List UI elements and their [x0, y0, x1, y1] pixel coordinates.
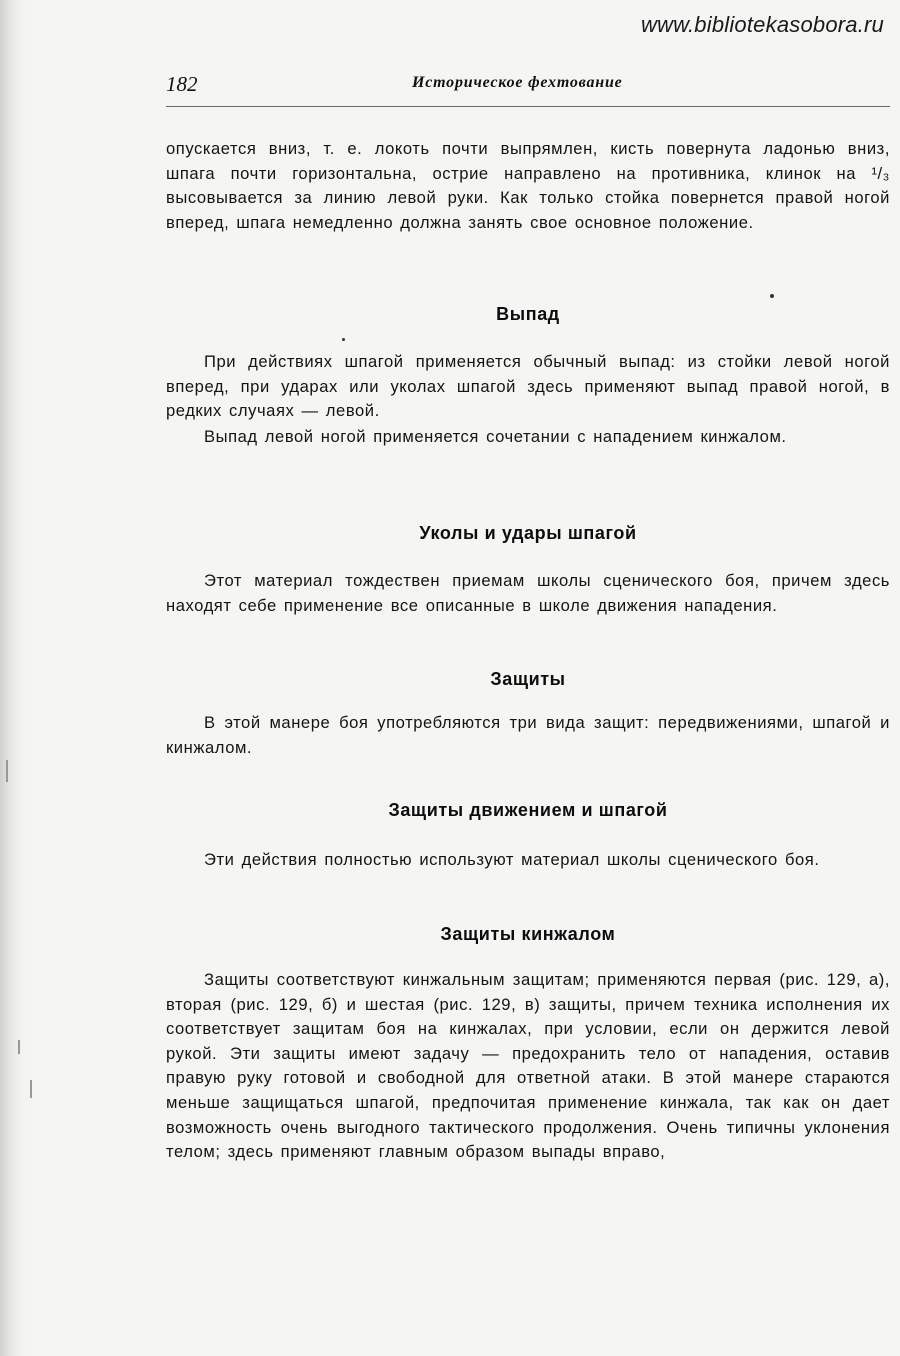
page-edge-shadow — [0, 0, 34, 1356]
scan-speck — [342, 338, 345, 341]
scan-speck — [770, 294, 774, 298]
section-dagger-text — [166, 968, 890, 1165]
section-heading-thrusts: Уколы и удары шпагой — [419, 523, 637, 543]
scan-margin-mark — [6, 760, 8, 782]
paragraph: При действиях шпагой применяется обычный выпад: из стойки левой ногой вперед, при ударах или уколах шпагой здесь применяют выпад правой ногой, в редких случаях — левой. — [166, 352, 890, 421]
running-title: Историческое фехтование — [412, 74, 623, 91]
section-lunge-text — [166, 350, 890, 449]
intro-paragraph: опускается вниз, т. е. локоть почти выпрямлен, кисть повернута ладонью вниз, шпага почти горизонтальна, острие направлено на противника, клинок на ¹/₃ высовывается за линию левой руки. Как только стойка повернется правой ногой вперед, шпага немедленно должна занять свое основное положение. — [166, 139, 890, 232]
running-header — [166, 72, 886, 102]
paragraph: В этой манере боя употребляются три вида защит: передвижениями, шпагой и кинжалом. — [166, 713, 890, 757]
scan-margin-mark — [30, 1080, 32, 1098]
section-thrusts-text — [166, 569, 890, 618]
section-heading-lunge: Выпад — [496, 304, 560, 324]
paragraph: Выпад левой ногой применяется сочетании с нападением кинжалом. — [204, 426, 787, 446]
section-heading-dagger: Защиты кинжалом — [440, 924, 616, 944]
scan-margin-mark — [18, 1040, 20, 1054]
site-watermark: www.bibliotekasobora.ru — [640, 12, 884, 37]
section-defenses-text — [166, 711, 890, 760]
paragraph: Эти действия полностью используют материал школы сценического боя. — [204, 850, 820, 869]
section-heading-defenses: Защиты — [490, 669, 566, 689]
paragraph: Защиты соответствуют кинжальным защитам; применяются первая (рис. 129, а), вторая (рис. 129, б) и шестая (рис. 129, в) защиты, причем техника исполнения их соответствует защитам боя на кинжалах, при условии, если он держится левой рукой. Эти защиты имеют задачу — предохранить тело от нападения, оставив правую руку готовой и свободной для ответной атаки. В этой манере стараются меньше защищаться шпагой, предпочитая применение кинжала, так как он дает возможность очень выгодного тактического продолжения. Очень типичны уклонения телом; здесь применяют главным образом выпады вправо, — [166, 970, 890, 1162]
header-rule — [166, 106, 890, 107]
page-number: 182 — [166, 72, 198, 96]
section-movement-sword-text — [166, 848, 890, 873]
intro-paragraph-block — [166, 137, 890, 235]
paragraph: Этот материал тождествен приемам школы сценического боя, причем здесь находят себе применение все описанные в школе движения нападения. — [166, 571, 890, 615]
section-heading-movement-sword: Защиты движением и шпагой — [388, 800, 668, 820]
